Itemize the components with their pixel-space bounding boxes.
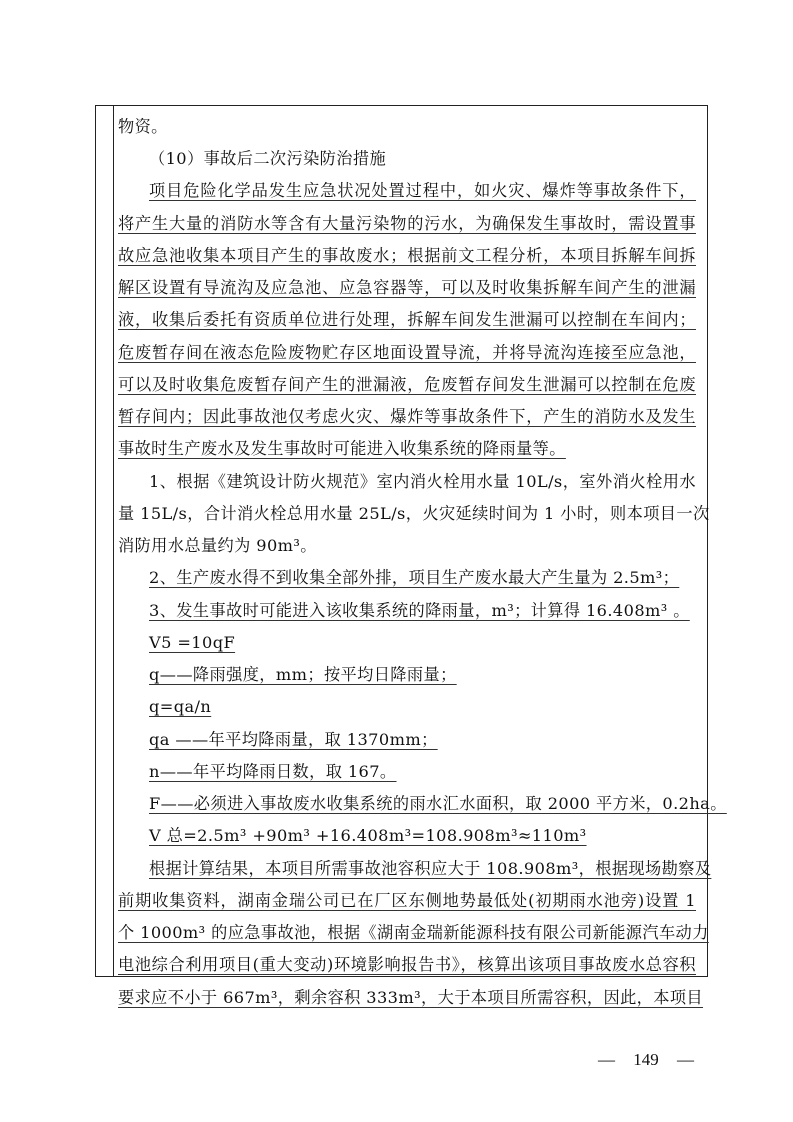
text-line: 电池综合利用项目(重大变动)环境影响报告书》，核算出该项目事故废水总容积: [118, 955, 696, 974]
text-line: 将产生大量的消防水等含有大量污染物的污水，为确保发生事故时，需设置事: [118, 214, 696, 233]
page-footer: [598, 1048, 698, 1072]
text-line: 消防用水总量约为 90m³。: [118, 536, 317, 555]
text-line: 事故时生产废水及发生事故时可能进入收集系统的降雨量等。: [118, 439, 566, 458]
text-line: 暂存间内；因此事故池仅考虑火灾、爆炸等事故条件下，产生的消防水及发生: [118, 407, 696, 426]
text-line: 危废暂存间在液态危险废物贮存区地面设置导流，并将导流沟连接至应急池，: [118, 343, 696, 362]
text-line: 根据计算结果，本项目所需事故池容积应大于 108.908m³，根据现场勘察及: [149, 859, 712, 878]
text-line: 1、根据《建筑设计防火规范》室内消火栓用水量 10L/s，室外消火栓用水: [149, 472, 696, 491]
footer-dash-left: —: [598, 1050, 615, 1069]
text-line: 解区设置有导流沟及应急池、应急容器等，可以及时收集拆解车间产生的泄漏: [118, 278, 696, 297]
text-line: 个 1000m³ 的应急事故池，根据《湖南金瑞新能源科技有限公司新能源汽车动力: [118, 923, 709, 942]
formula-line: V 总=2.5m³ +90m³ +16.408m³=108.908m³≈110m³: [149, 826, 587, 845]
page-number: 149: [633, 1050, 659, 1069]
section-heading: （10）事故后二次污染防治措施: [149, 149, 387, 168]
text-line: 液，收集后委托有资质单位进行处理，拆解车间发生泄漏可以控制在车间内；: [118, 310, 696, 329]
table-column-divider: [113, 106, 114, 976]
formula-line: F——必须进入事故废水收集系统的雨水汇水面积，取 2000 平方米，0.2ha。: [149, 794, 727, 813]
text-line: 3、发生事故时可能进入该收集系统的降雨量，m³；计算得 16.408m³ 。: [149, 601, 690, 620]
text-line: 量 15L/s，合计消火栓总用水量 25L/s，火灾延续时间为 1 小时，则本项目一次: [118, 504, 710, 523]
formula-line: qa ——年平均降雨量，取 1370mm；: [149, 730, 438, 749]
footer-dash-right: —: [677, 1050, 694, 1069]
text-line: 故应急池收集本项目产生的事故废水；根据前文工程分析，本项目拆解车间拆: [118, 246, 696, 265]
formula-line: q=qa/n: [149, 697, 212, 716]
formula-line: n——年平均降雨日数，取 167。: [149, 762, 397, 781]
formula-line: q——降雨强度，mm；按平均日降雨量；: [149, 665, 457, 684]
text-line: 可以及时收集危废暂存间产生的泄漏液，危废暂存间发生泄漏可以控制在危废: [118, 375, 696, 394]
text-line: 2、生产废水得不到收集全部外排，项目生产废水最大产生量为 2.5m³；: [149, 568, 680, 587]
text-line: 项目危险化学品发生应急状况处置过程中，如火灾、爆炸等事故条件下，: [149, 181, 696, 200]
formula-line: V5 =10qF: [149, 633, 236, 652]
text-line: 前期收集资料，湖南金瑞公司已在厂区东侧地势最低处(初期雨水池旁)设置 1: [118, 891, 696, 910]
text-line: 要求应不小于 667m³，剩余容积 333m³，大于本项目所需容积，因此，本项目: [118, 988, 704, 1007]
text-line: 物资。: [118, 117, 168, 136]
